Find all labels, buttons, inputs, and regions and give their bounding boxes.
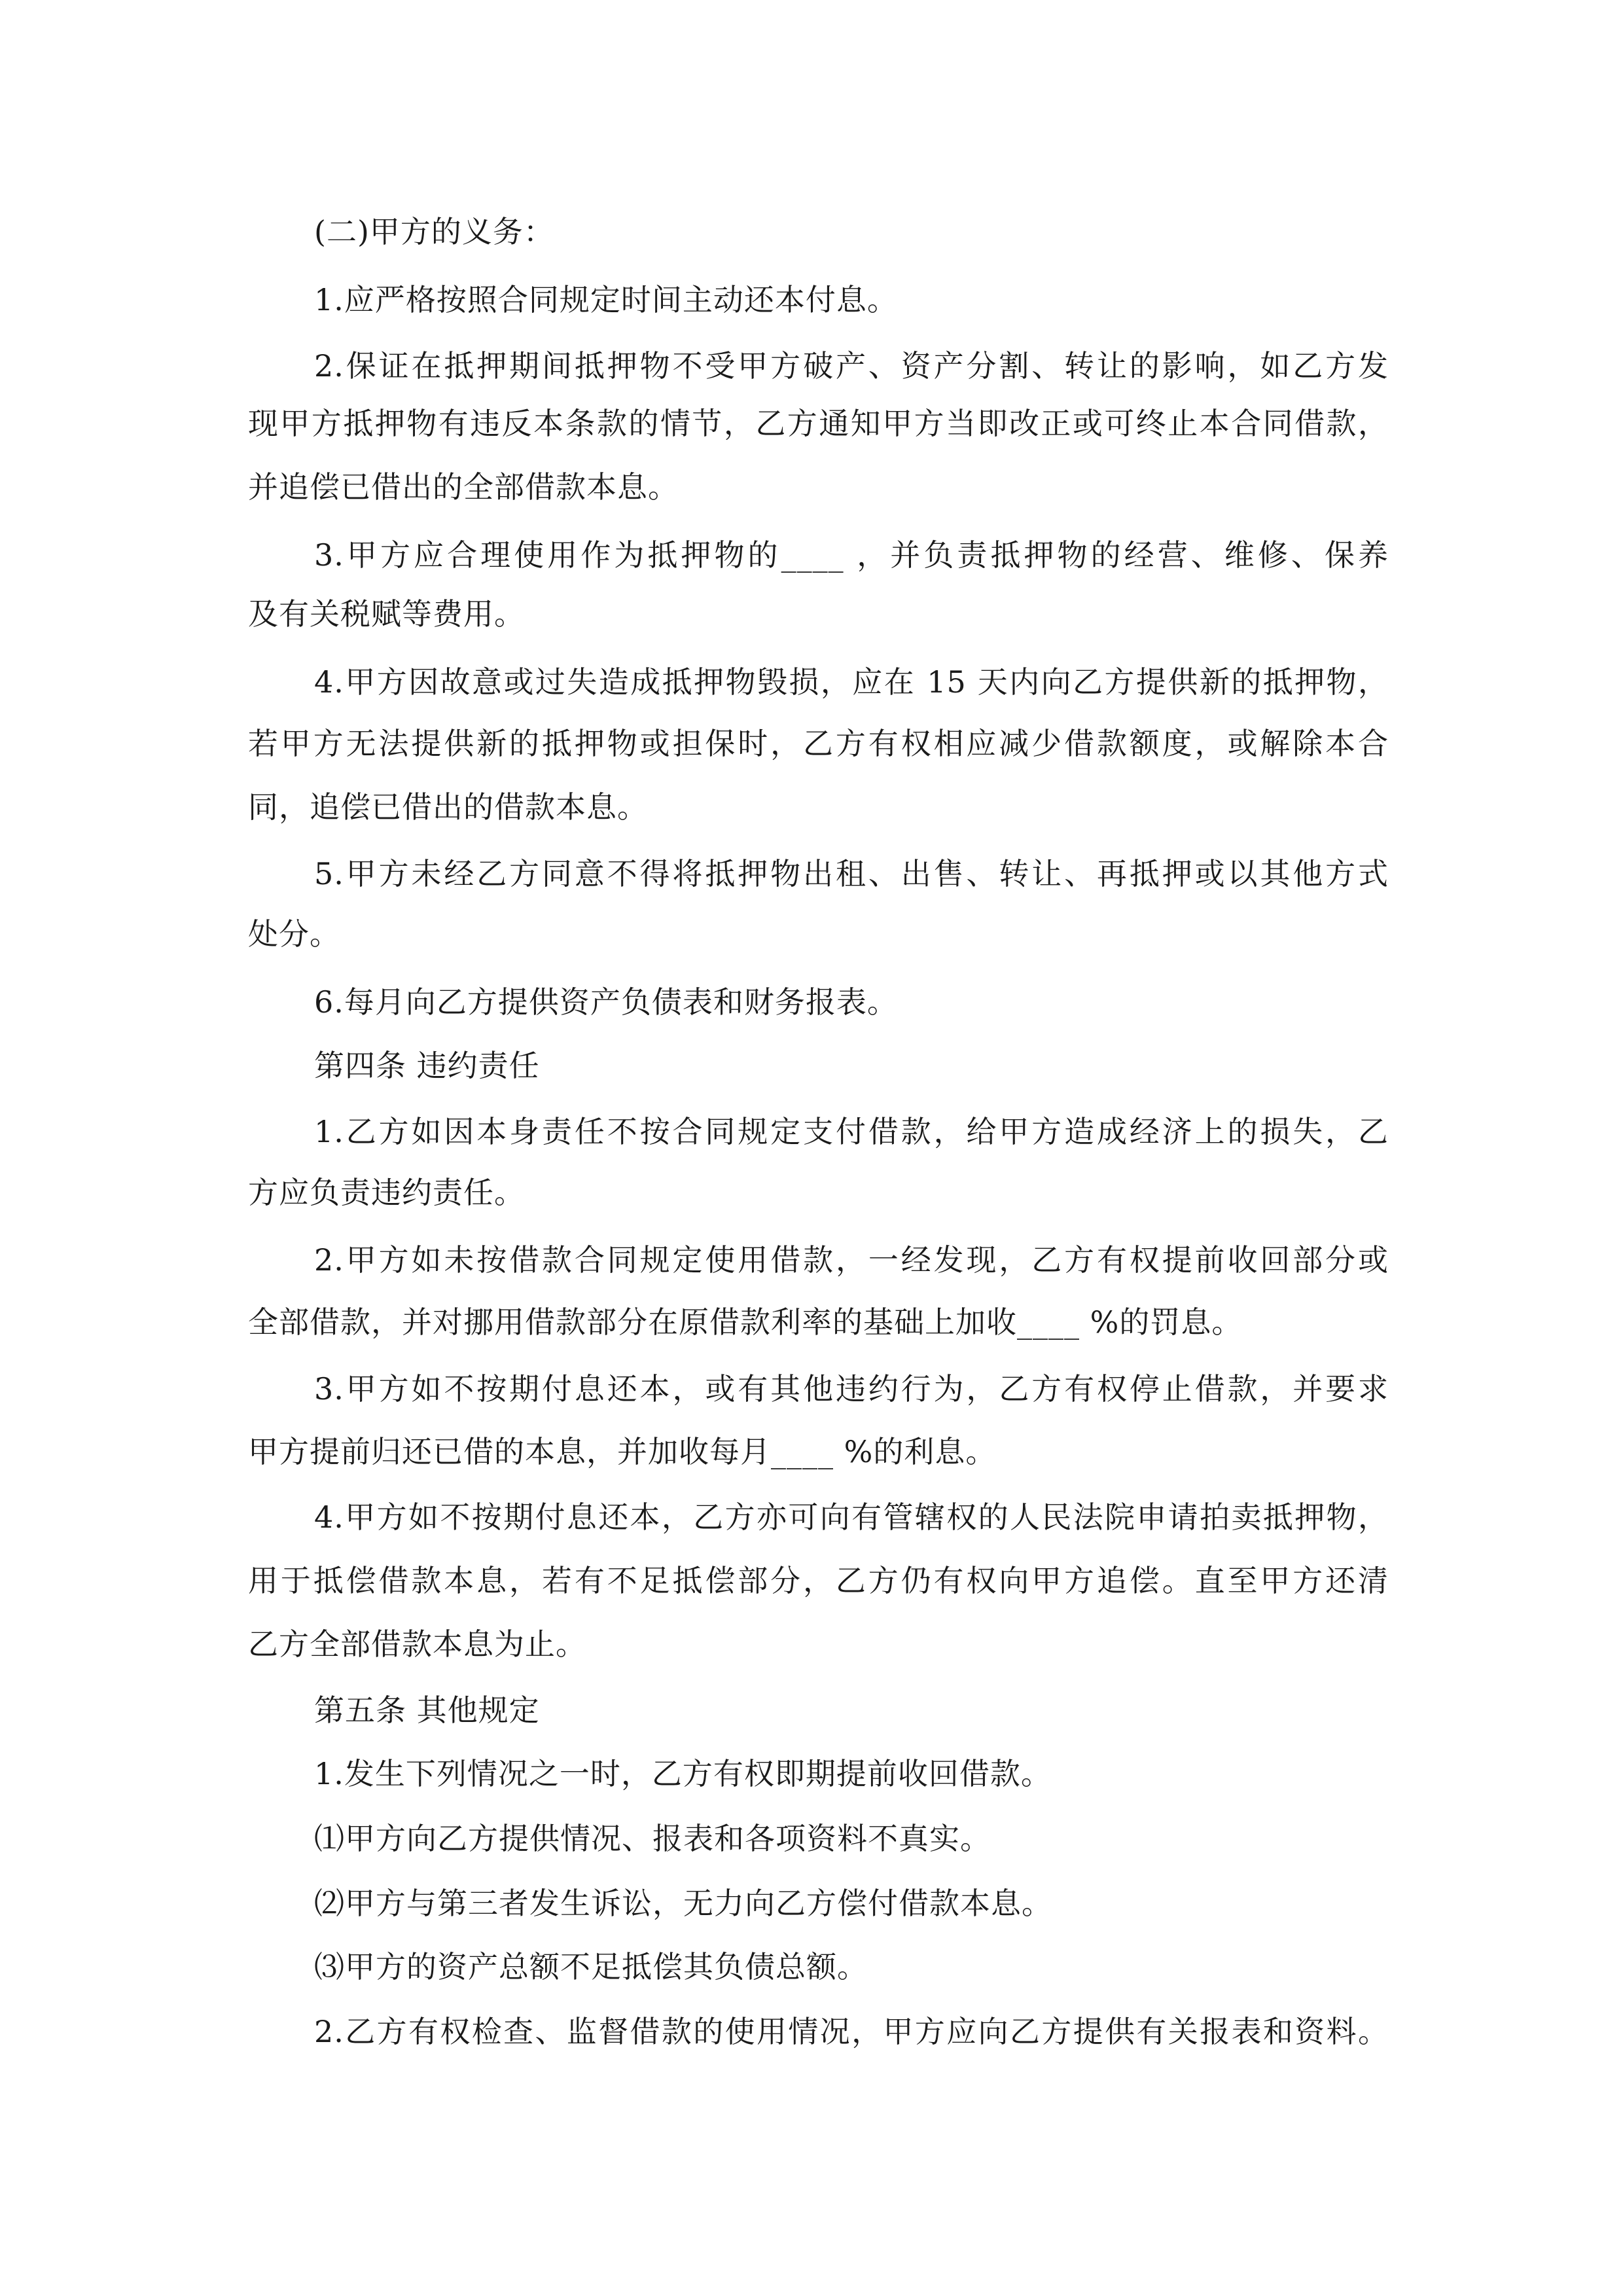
clause-line: 乙方全部借款本息为止。 (248, 1626, 586, 1662)
clause-line: 2.乙方有权检查、监督借款的使用情况，甲方应向乙方提供有关报表和资料。 (314, 2014, 1389, 2049)
list-item: ⑵甲方与第三者发生诉讼，无力向乙方偿付借款本息。 (314, 1886, 1052, 1921)
clause-line: 3.甲方如不按期付息还本，或有其他违约行为，乙方有权停止借款，并要求 (314, 1371, 1389, 1407)
article-heading: 第五条 其他规定 (314, 1693, 540, 1728)
clause-line: 4.甲方因故意或过失造成抵押物毁损，应在 15 天内向乙方提供新的抵押物， (314, 664, 1389, 700)
clause-line: 1.乙方如因本身责任不按合同规定支付借款，给甲方造成经济上的损失，乙 (314, 1114, 1389, 1149)
article-heading: 第四条 违约责任 (314, 1048, 540, 1083)
clause-line: 1.应严格按照合同规定时间主动还本付息。 (314, 282, 898, 317)
clause-line: 4.甲方如不按期付息还本，乙方亦可向有管辖权的人民法院申请拍卖抵押物， (314, 1499, 1389, 1535)
clause-line: 2.甲方如未按借款合同规定使用借款，一经发现，乙方有权提前收回部分或 (314, 1242, 1389, 1278)
clause-line: 3.甲方应合理使用作为抵押物的____ ，并负责抵押物的经营、维修、保养 (314, 537, 1389, 573)
list-item: ⑶甲方的资产总额不足抵偿其负债总额。 (314, 1949, 868, 1984)
clause-line: 5.甲方未经乙方同意不得将抵押物出租、出售、转让、再抵押或以其他方式 (314, 856, 1389, 891)
clause-line: 若甲方无法提供新的抵押物或担保时，乙方有权相应减少借款额度，或解除本合 (248, 726, 1389, 761)
clause-line: 甲方提前归还已借的本息，并加收每月____ %的利息。 (248, 1434, 997, 1469)
clause-line: 并追偿已借出的全部借款本息。 (248, 469, 679, 505)
clause-line: 全部借款，并对挪用借款部分在原借款利率的基础上加收____ %的罚息。 (248, 1304, 1243, 1340)
clause-line: 现甲方抵押物有违反本条款的情节，乙方通知甲方当即改正或可终止本合同借款， (248, 406, 1389, 441)
clause-line: 方应负责违约责任。 (248, 1175, 525, 1210)
clause-line: 处分。 (248, 916, 340, 952)
list-item: ⑴甲方向乙方提供情况、报表和各项资料不真实。 (314, 1821, 991, 1856)
clause-line: 2.保证在抵押期间抵押物不受甲方破产、资产分割、转让的影响，如乙方发 (314, 348, 1389, 384)
subsection-heading: (二)甲方的义务： (314, 214, 554, 249)
clause-line: 及有关税赋等费用。 (248, 596, 525, 632)
clause-line: 同，追偿已借出的借款本息。 (248, 789, 648, 825)
clause-line: 6.每月向乙方提供资产负债表和财务报表。 (314, 984, 898, 1020)
clause-line: 用于抵偿借款本息，若有不足抵偿部分，乙方仍有权向甲方追偿。直至甲方还清 (248, 1563, 1389, 1598)
clause-line: 1.发生下列情况之一时，乙方有权即期提前收回借款。 (314, 1756, 1052, 1791)
